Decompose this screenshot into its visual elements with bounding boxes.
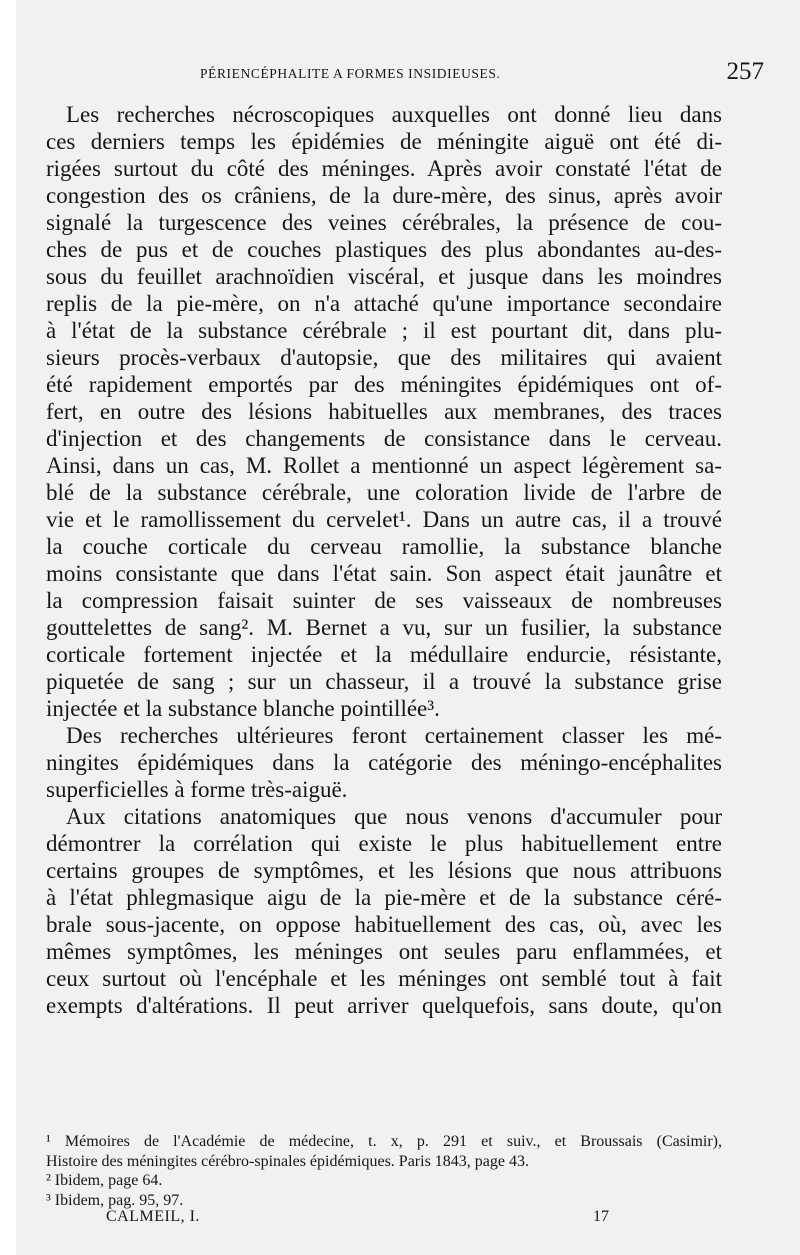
text-line: fert, en outre des lésions habituelles aux membranes, des traces [46,399,722,424]
text-line: blé de la substance cérébrale, une coloration livide de l'arbre de [46,480,722,505]
text-line: replis de la pie-mère, on n'a attaché qu'une importance secondaire [46,291,722,316]
page-header [40,60,764,94]
text-line: ches de pus et de couches plastiques des plus abondantes au-des- [46,237,722,262]
text-line: moins consistante que dans l'état sain. Son aspect était jaunâtre et [46,561,722,586]
text-line: piquetée de sang ; sur un chasseur, il a trouvé la substance grise [46,669,722,694]
text-line: mêmes symptômes, les méninges ont seules paru enflammées, et [46,939,722,964]
text-line: injectée et la substance blanche pointillée³. [46,696,440,721]
text-line: exempts d'altérations. Il peut arriver quelquefois, sans doute, qu'on [46,993,722,1018]
page-footer [40,1208,764,1232]
text-line: sieurs procès-verbaux d'autopsie, que des militaires qui avaient [46,345,722,370]
scan-margin [0,0,16,1255]
text-line: superficielles à forme très-aiguë. [46,777,348,802]
text-line: rigées surtout du côté des méninges. Après avoir constaté l'état de [46,156,722,181]
text-line: la compression faisait suinter de ses vaisseaux de nombreuses [46,588,722,613]
text-line: signalé la turgescence des veines cérébrales, la présence de cou- [46,210,722,235]
footnote-1: ¹ Mémoires de l'Académie de médecine, t. x, p. 291 et suiv., et Broussais (Casimir), [46,1133,722,1150]
text-line: sous du feuillet arachnoïdien viscéral, et jusque dans les moindres [46,264,722,289]
text-line: Aux citations anatomiques que nous venons d'accumuler pour [66,804,722,829]
text-line: ningites épidémiques dans la catégorie des méningo-encéphalites [46,750,722,775]
text-line: certains groupes de symptômes, et les lésions que nous attribuons [46,858,722,883]
running-title: PÉRIENCÉPHALITE A FORMES INSIDIEUSES. [200,66,501,81]
text-line: ces derniers temps les épidémies de méningite aiguë ont été di- [46,129,722,154]
text-line: ceux surtout où l'encéphale et les méninges ont semblé tout à fait [46,966,722,991]
body-text [46,101,722,1019]
sheet-number: 17 [593,1208,609,1225]
text-line: à l'état de la substance cérébrale ; il est pourtant dit, dans plu- [46,318,722,343]
text-line: Ainsi, dans un cas, M. Rollet a mentionné un aspect légèrement sa- [46,453,722,478]
text-line: Des recherches ultérieures feront certainement classer les mé- [66,723,722,748]
text-line: gouttelettes de sang². M. Bernet a vu, sur un fusilier, la substance [46,615,722,640]
footnotes [46,1132,722,1210]
printer-signature: CALMEIL, I. [106,1208,200,1225]
text-line: Les recherches nécroscopiques auxquelles ont donné lieu dans [66,102,722,127]
text-line: à l'état phlegmasique aigu de la pie-mère et de la substance céré- [46,885,722,910]
text-line: été rapidement emportés par des méningites épidémiques ont of- [46,372,722,397]
page-number: 257 [726,58,764,85]
footnote-3: ³ Ibidem, pag. 95, 97. [46,1191,184,1209]
footnote-2: ² Ibidem, page 64. [46,1172,163,1189]
text-line: congestion des os crâniens, de la dure-mère, des sinus, après avoir [46,183,722,208]
footnote-1-continued: Histoire des méningites cérébro-spinales épidémiques. Paris 1843, page 43. [46,1152,529,1170]
text-line: la couche corticale du cerveau ramollie, la substance blanche [46,534,722,559]
text-line: démontrer la corrélation qui existe le plus habituellement entre [46,831,722,856]
text-line: brale sous-jacente, on oppose habituellement des cas, où, avec les [46,912,722,937]
text-line: vie et le ramollissement du cervelet¹. Dans un autre cas, il a trouvé [46,507,722,532]
text-line: corticale fortement injectée et la médullaire endurcie, résistante, [46,642,722,667]
text-line: d'injection et des changements de consistance dans le cerveau. [46,426,722,451]
